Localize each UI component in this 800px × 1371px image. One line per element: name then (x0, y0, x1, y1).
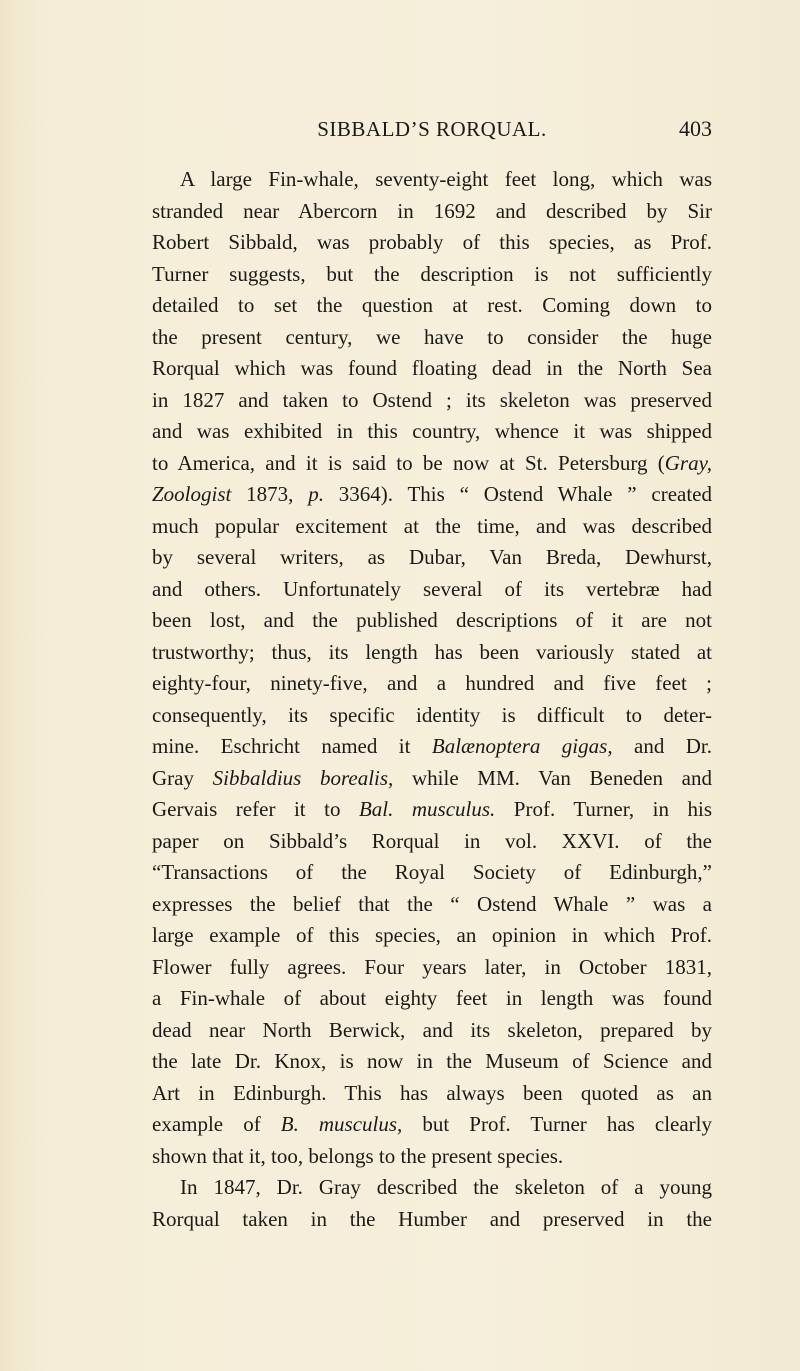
text-segment: Art in Edinburgh. This has always been quoted as an (152, 1080, 712, 1105)
text-line (152, 983, 712, 1015)
italic-text: Sibbaldius borealis, (212, 765, 394, 790)
text-segment: Prof. Turner, in his (495, 797, 713, 821)
text-line (152, 857, 712, 889)
text-line (152, 700, 712, 732)
italic-text: p. (308, 482, 324, 506)
text-segment: eighty-four, ninety-five, and a hundred and five feet ; (152, 671, 712, 695)
text-line (152, 1204, 712, 1236)
text-segment: 3364). This “ Ostend Whale ” created (323, 482, 712, 506)
text-line (152, 227, 712, 259)
text-segment: consequently, its specific identity is difficult to deter- (152, 702, 712, 727)
text-segment: “Transactions of the Royal Society of Edinburgh,” (152, 860, 712, 884)
text-line (152, 164, 712, 196)
text-segment: shown that it, too, belongs to the present species. (152, 1143, 564, 1168)
text-line (152, 448, 712, 480)
text-segment: dead near North Berwick, and its skeleton, prepared by (152, 1017, 712, 1042)
text-line (152, 479, 712, 511)
text-segment: while MM. Van Beneden and (393, 765, 712, 790)
text-line (152, 952, 712, 984)
body-text (152, 164, 712, 1235)
text-line (152, 574, 712, 606)
running-head (152, 112, 712, 146)
text-line (152, 1141, 712, 1173)
text-segment: and Dr. (612, 734, 712, 758)
italic-text: B. musculus, (280, 1112, 403, 1136)
text-line (152, 889, 712, 921)
text-segment: a Fin-whale of about eighty feet in length was found (152, 986, 712, 1010)
text-line (152, 605, 712, 637)
text-line (152, 196, 712, 228)
text-segment: and was exhibited in this country, whence it was shipped (152, 419, 712, 443)
text-segment: been lost, and the published descriptions of it are not (152, 608, 712, 632)
text-segment: the late Dr. Knox, is now in the Museum of Science and (152, 1049, 712, 1073)
text-line (152, 1078, 712, 1110)
text-line (152, 920, 712, 952)
text-segment: mine. Eschricht named it (152, 734, 432, 758)
text-line (152, 763, 712, 795)
text-segment: but Prof. Turner has clearly (402, 1112, 712, 1136)
text-line (152, 1015, 712, 1047)
text-segment: much popular excitement at the time, and was described (152, 513, 712, 538)
text-line (152, 259, 712, 291)
text-line (152, 794, 712, 826)
text-line (152, 731, 712, 763)
text-segment: Rorqual which was found floating dead in the North Sea (152, 356, 712, 380)
text-segment: trustworthy; thus, its length has been variously stated at (152, 639, 712, 664)
running-title: SIBBALD’S RORQUAL. (317, 117, 547, 141)
text-line (152, 668, 712, 700)
text-line (152, 1046, 712, 1078)
italic-text: Gray, (664, 450, 712, 475)
text-line (152, 416, 712, 448)
text-line (152, 1172, 712, 1204)
text-segment: Rorqual taken in the Humber and preserved in the (152, 1206, 712, 1231)
text-segment: 1873, (231, 482, 309, 506)
text-line (152, 1109, 712, 1141)
italic-text: Balænoptera gigas, (431, 734, 613, 758)
text-segment: example of (152, 1112, 281, 1136)
text-segment: Gervais refer it to (152, 797, 359, 821)
text-line (152, 511, 712, 543)
text-line (152, 542, 712, 574)
text-segment: detailed to set the question at rest. Coming down to (152, 293, 712, 317)
text-segment: In 1847, Dr. Gray described the skeleton of a young (180, 1175, 712, 1199)
text-segment: large example of this species, an opinion in which Prof. (152, 923, 712, 947)
page-number: 403 (679, 116, 712, 141)
text-segment: stranded near Abercorn in 1692 and described by Sir (152, 198, 712, 223)
text-segment: expresses the belief that the “ Ostend Whale ” was a (152, 891, 712, 916)
text-line (152, 322, 712, 354)
text-segment: Gray (152, 765, 213, 790)
text-segment: Robert Sibbald, was probably of this species, as Prof. (152, 230, 712, 254)
text-line (152, 353, 712, 385)
text-line (152, 637, 712, 669)
text-segment: to America, and it is said to be now at St. Petersburg ( (152, 450, 665, 475)
text-segment: Flower fully agrees. Four years later, in October 1831, (152, 954, 712, 979)
text-segment: by several writers, as Dubar, Van Breda, Dewhurst, (152, 545, 712, 569)
text-segment: paper on Sibbald’s Rorqual in vol. XXVI. of the (152, 828, 712, 853)
text-segment: in 1827 and taken to Ostend ; its skeleton was preserved (152, 387, 712, 412)
italic-text: Bal. musculus. (358, 797, 496, 821)
text-segment: and others. Unfortunately several of its vertebræ had (152, 576, 712, 601)
text-segment: A large Fin-whale, seventy-eight feet long, which was (180, 167, 712, 191)
text-segment: the present century, we have to consider the huge (152, 324, 712, 349)
text-segment: Turner suggests, but the description is not sufficiently (152, 261, 712, 286)
italic-text: Zoologist (152, 482, 232, 506)
text-line (152, 826, 712, 858)
text-line (152, 385, 712, 417)
text-line (152, 290, 712, 322)
